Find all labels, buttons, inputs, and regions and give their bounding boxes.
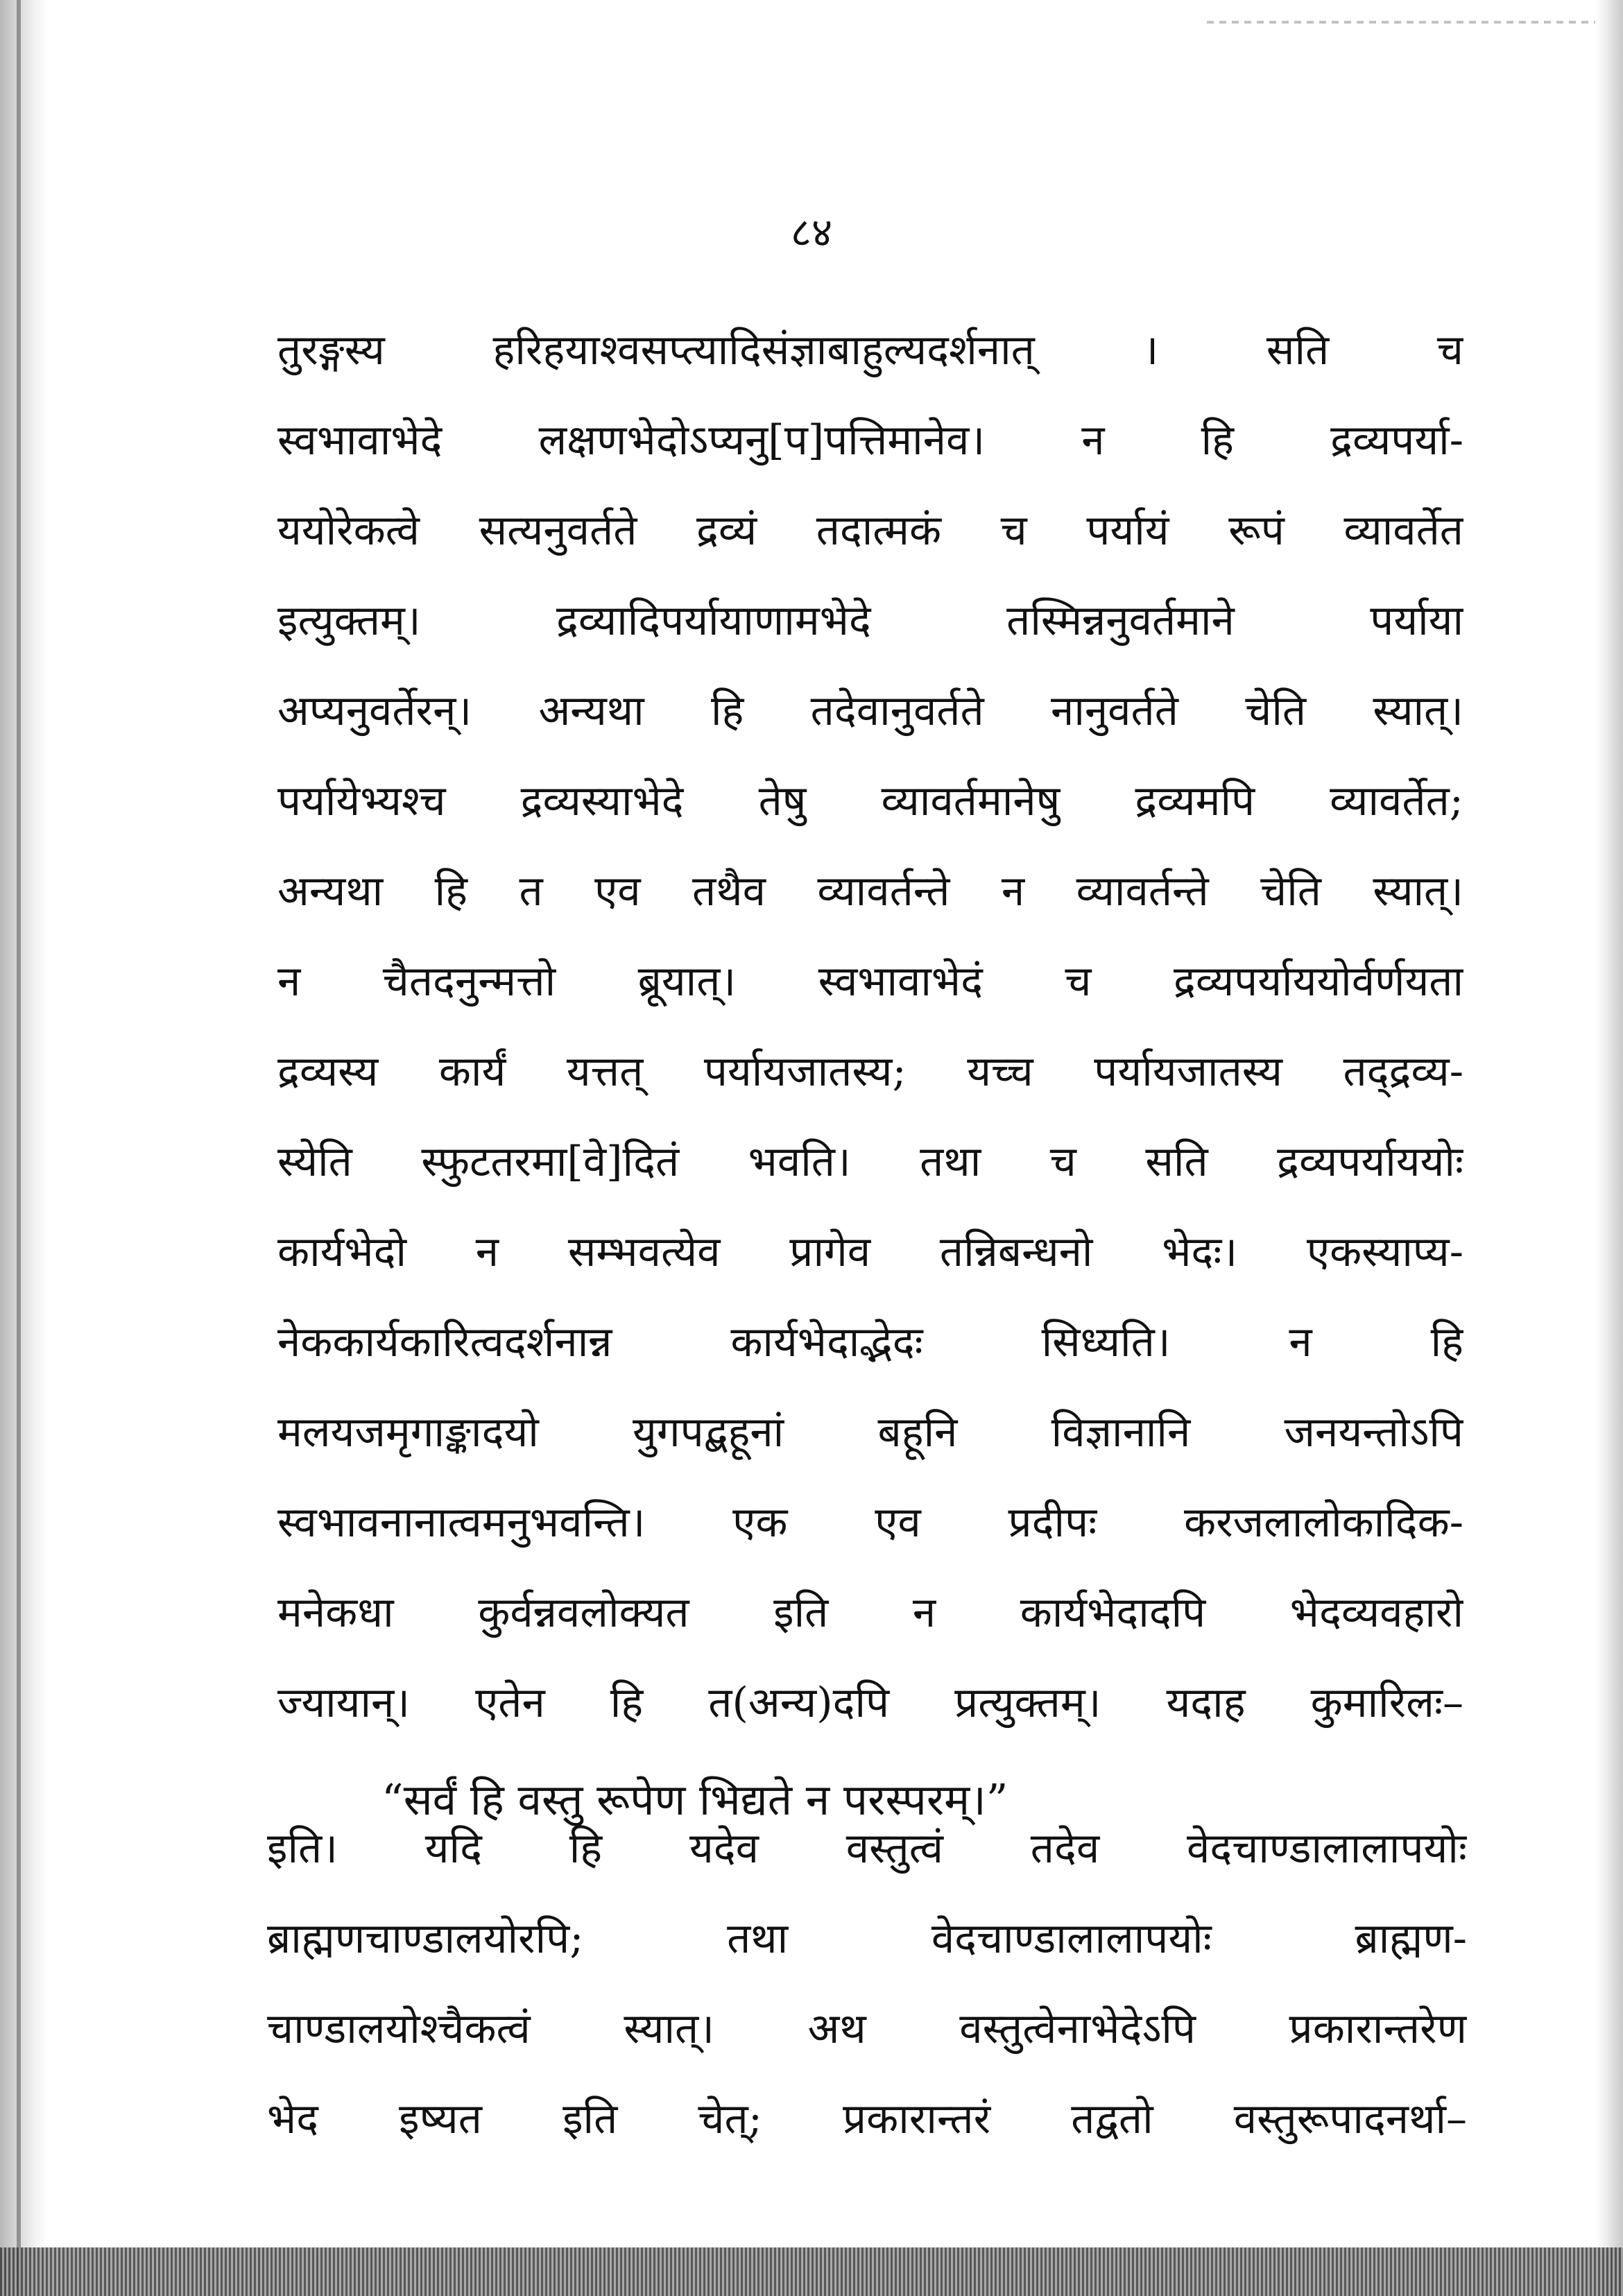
page-edge-shadow xyxy=(1595,0,1623,2296)
text-line: इत्युक्तम्। द्रव्यादिपर्यायाणामभेदे तस्मिन्ननुवर्तमाने पर्याया xyxy=(277,597,1463,645)
text-line: स्वभावाभेदे लक्षणभेदोऽप्यनु[प]पत्तिमानेव। न हि द्रव्यपर्या- xyxy=(277,416,1463,465)
text-line: मनेकधा कुर्वन्नवलोक्यत इति न कार्यभेदादपि भेदव्यवहारो xyxy=(277,1588,1463,1637)
quoted-verse: “सर्वं हि वस्तु रूपेण भिद्यते न परस्परम्।” xyxy=(381,1774,1008,1825)
text-line: ब्राह्मणचाण्डालयोरपि; तथा वेदचाण्डालालापयोः ब्राह्मण- xyxy=(267,1914,1467,1963)
text-line: ज्यायान्। एतेन हि त(अन्य)दपि प्रत्युक्तम्। यदाह कुमारिलः– xyxy=(277,1679,1463,1727)
text-line: अन्यथा हि त एव तथैव व्यावर्तन्ते न व्यावर्तन्ते चेति स्यात्। xyxy=(277,867,1463,916)
text-line: स्येति स्फुटतरमा[वे]दितं भवति। तथा च सति द्रव्यपर्याययोः xyxy=(277,1138,1463,1186)
text-line: चाण्डालयोश्चैकत्वं स्यात्। अथ वस्तुत्वेनाभेदेऽपि प्रकारान्तरेण xyxy=(267,2005,1467,2053)
binding-edge xyxy=(17,0,21,2296)
binding-shadow xyxy=(0,0,49,2296)
text-line: पर्यायेभ्यश्च द्रव्यस्याभेदे तेषु व्यावर्तमानेषु द्रव्यमपि व्यावर्तेत; xyxy=(277,777,1463,825)
text-line: द्रव्यस्य कार्यं यत्तत् पर्यायजातस्य; यच्च पर्यायजातस्य तद्द्रव्य- xyxy=(277,1047,1463,1096)
body-text xyxy=(277,305,1463,1852)
text-line: न चैतदनुन्मत्तो ब्रूयात्। स्वभावाभेदं च द्रव्यपर्याययोर्वर्णयता xyxy=(277,957,1463,1006)
text-line: नेककार्यकारित्वदर्शनान्न कार्यभेदाद्भेदः सिध्यति। न हि xyxy=(277,1318,1463,1367)
text-line: मलयजमृगाङ्कादयो युगपद्बहूनां बहूनि विज्ञानानि जनयन्तोऽपि xyxy=(277,1408,1463,1457)
text-line: अप्यनुवर्तेरन्। अन्यथा हि तदेवानुवर्तते नानुवर्तते चेति स्यात्। xyxy=(277,687,1463,735)
body-text-continued xyxy=(267,1804,1467,2164)
scan-artifact-bottom xyxy=(0,2247,1623,2296)
text-line: कार्यभेदो न सम्भवत्येव प्रागेव तन्निबन्धनो भेदः। एकस्याप्य- xyxy=(277,1228,1463,1276)
page-number: ८४ xyxy=(790,209,833,256)
text-line: स्वभावनानात्वमनुभवन्ति। एक एव प्रदीपः करजलालोकादिक- xyxy=(277,1498,1463,1547)
text-line: भेद इष्यत इति चेत्; प्रकारान्तरं तद्वतो वस्तुरूपादनर्था– xyxy=(267,2095,1467,2143)
text-line: इति। यदि हि यदेव वस्तुत्वं तदेव वेदचाण्डालालापयोः xyxy=(267,1824,1467,1873)
scan-artifact-top xyxy=(1207,21,1595,24)
text-line: ययोरेकत्वे सत्यनुवर्तते द्रव्यं तदात्मकं च पर्यायं रूपं व्यावर्तेत xyxy=(277,506,1463,555)
text-line: तुरङ्गस्य हरिहयाश्वसप्त्यादिसंज्ञाबाहुल्यदर्शनात् । सति च xyxy=(277,326,1463,375)
